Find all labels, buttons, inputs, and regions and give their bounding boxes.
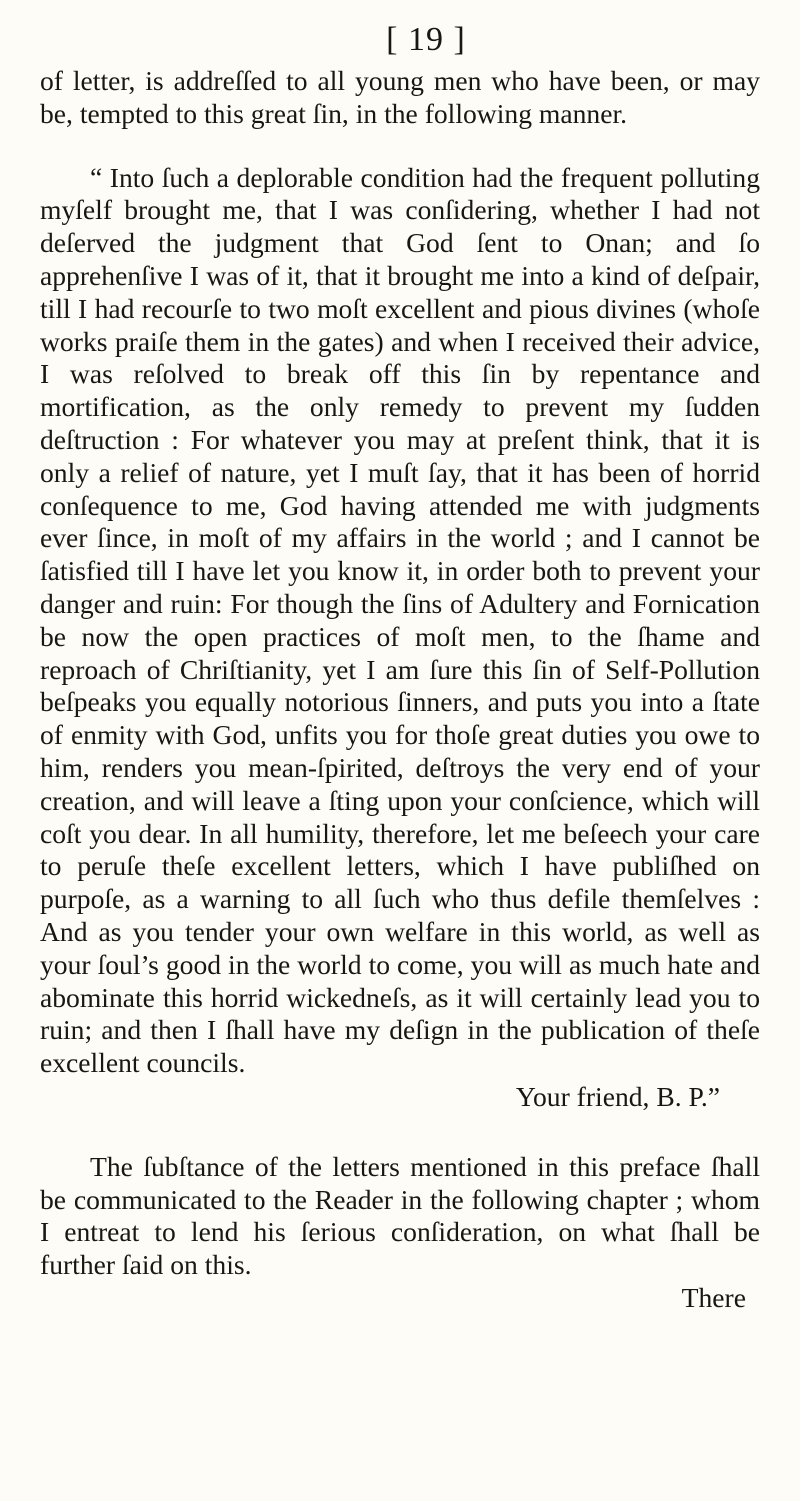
paragraph-closing: The ſubſtance of the letters mentioned in this preface ſhall be communicated to the Reader in the following chapter ; whom I entreat to lend his ſerious conſideration, on what ſhall be further ſaid on this. xyxy=(40,1150,760,1281)
letter-signature: Your friend, B. P.” xyxy=(515,1080,720,1112)
page-number: [ 19 ] xyxy=(386,21,466,58)
paragraph-letter: “ Into ſuch a deplorable condition had the frequent polluting myſelf brought me, that I was conſidering, whether I had not deſerved the judgment that God ſent to Onan; and ſo apprehenſive I was of it, that it brought me into a kind of deſpair, till I had recourſe to two moſt excellent and pious divines (whoſe works praiſe them in the gates) and when I received their advice, I was reſolved to break off this ſin by repentance and mortification, as the only remedy to prevent my ſudden deſtruction : For whatever you may at preſent think, that it is only a relief of nature, yet I muſt ſay, that it has been of horrid conſequence to me, God having attended me with judgments ever ſince, in moſt of my affairs in the world ; and I cannot be ſatisfied till I have let you know it, in order both to prevent your danger and ruin: For though the ſins of Adultery and Fornication be now the open practices of moſt men, to the ſhame and reproach of Chriſtianity, yet I am ſure this ſin of Self-Pollution beſpeaks you equally notorious ſinners, and puts you into a ſtate of enmity with God, unfits you for thoſe great duties you owe to him, renders you mean-ſpirited, deſtroys the very end of your creation, and will leave a ſting upon your conſcience, which will coſt you dear. In all humility, therefore, let me beſeech your care to peruſe theſe excellent letters, which I have publiſhed on purpoſe, as a warning to all ſuch who thus defile themſelves : And as you tender your own welfare in this world, as well as your ſoul’s good in the world to come, you will as much hate and abominate this horrid wickedneſs, as it will certainly lead you to ruin; and then I ſhall have my deſign in the publication of theſe excellent councils. xyxy=(40,161,760,1079)
catchword: There xyxy=(681,1281,746,1313)
paragraph-intro: of letter, is addreſſed to all young men who have been, or may be, tempted to this great ſin, in the following manner. xyxy=(40,65,760,129)
